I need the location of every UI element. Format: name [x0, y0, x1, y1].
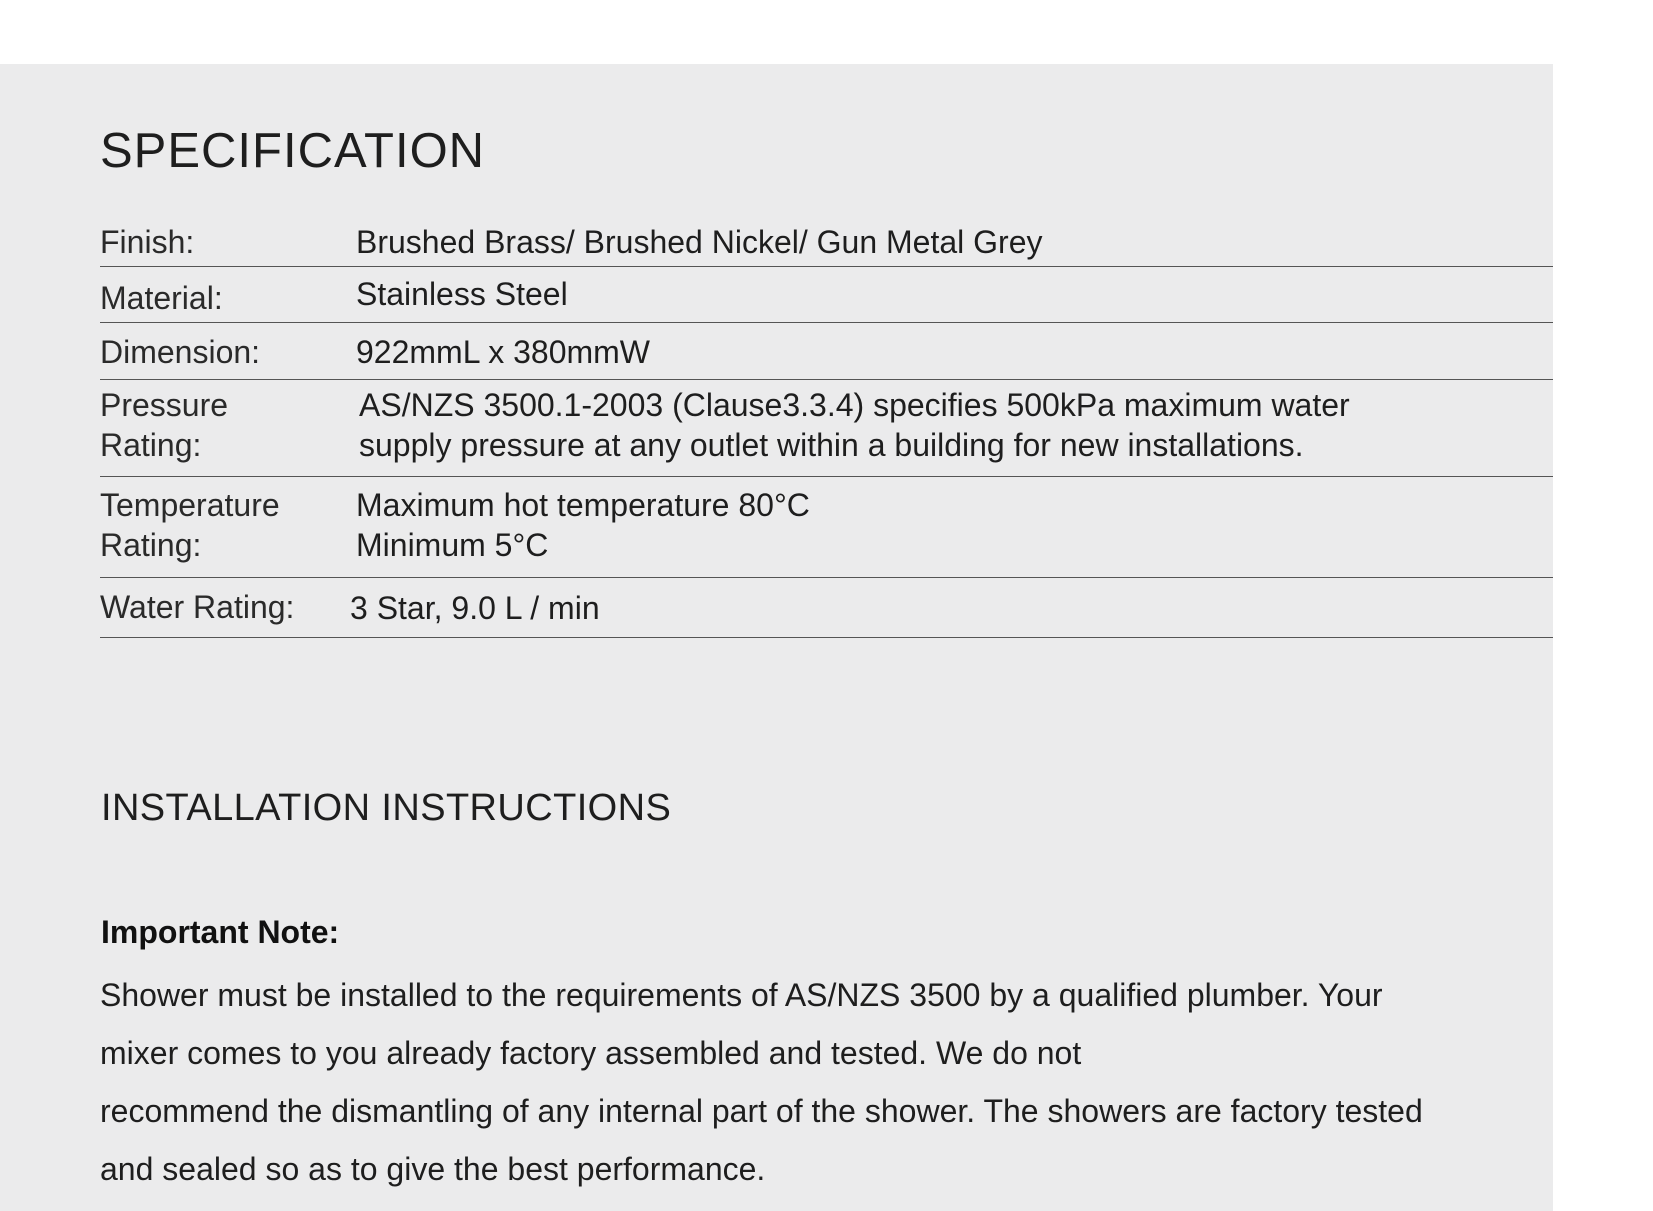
note-line: recommend the dismantling of any internal part of the shower. The showers are factory tested	[100, 1093, 1423, 1129]
note-line: mixer comes to you already factory assembled and tested. We do not	[100, 1035, 1082, 1071]
right-white-strip	[1553, 0, 1653, 1211]
note-line: and sealed so as to give the best performance.	[100, 1151, 766, 1187]
spec-label-material: Material:	[100, 280, 223, 316]
important-note-body	[100, 966, 1553, 1198]
spec-label-pressure-rating: Pressure Rating:	[100, 387, 229, 463]
spec-row-material	[100, 267, 1553, 323]
spec-value-water-rating: 3 Star, 9.0 L / min	[350, 590, 600, 626]
spec-value-material: Stainless Steel	[356, 276, 568, 312]
note-line: Shower must be installed to the requirements of AS/NZS 3500 by a qualified plumber. Your	[100, 977, 1383, 1013]
spec-value-pressure-rating: AS/NZS 3500.1-2003 (Clause3.3.4) specifies 500kPa maximum water supply pressure at any outlet within a building for new installations.	[359, 387, 1350, 463]
spec-row-dimension	[100, 323, 1553, 380]
installation-heading: INSTALLATION INSTRUCTIONS	[101, 787, 672, 829]
spec-row-temperature-rating	[100, 477, 1553, 578]
important-note-heading: Important Note:	[101, 914, 340, 950]
spec-label-dimension: Dimension:	[100, 334, 261, 370]
spec-value-finish: Brushed Brass/ Brushed Nickel/ Gun Metal Grey	[356, 224, 1043, 260]
spec-label-water-rating: Water Rating:	[100, 589, 295, 625]
spec-row-water-rating	[100, 578, 1553, 638]
top-white-band	[0, 0, 1553, 64]
spec-label-finish: Finish:	[100, 224, 195, 260]
spec-label-temperature-rating: Temperature Rating:	[100, 487, 280, 563]
spec-value-temperature-rating: Maximum hot temperature 80°C Minimum 5°C	[356, 487, 810, 563]
specification-heading: SPECIFICATION	[100, 124, 486, 178]
specification-table	[100, 212, 1553, 638]
spec-row-pressure-rating	[100, 380, 1553, 477]
spec-row-finish	[100, 212, 1553, 267]
spec-value-dimension: 922mmL x 380mmW	[356, 334, 650, 370]
